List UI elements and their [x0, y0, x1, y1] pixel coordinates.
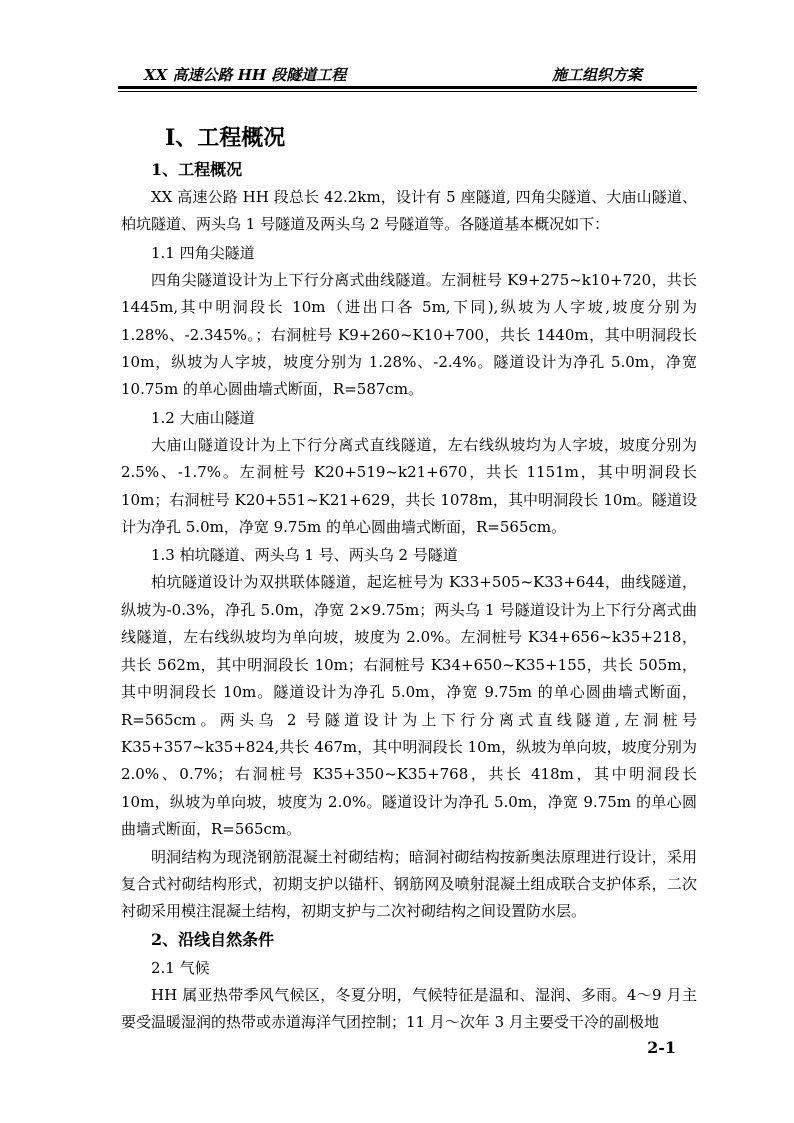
subsection-title-1-2: 1.2 大庙山隧道: [151, 408, 255, 427]
paragraph-sijiaojian: 四角尖隧道设计为上下行分离式曲线隧道。左洞桩号 K9+275~k10+720，共长 1445m,其中明洞段长 10m（进出口各 5m,下同),纵坡为人字坡,坡度分别为 1.28%、-2.345%。；右洞桩号 K9+260~K10+700，共长 1440m，其中明洞段长 10m，纵坡为人字坡，坡度分别为 1.28%、-2.4%。隧道设计为净孔 5.0m，净宽 10.75m 的单心圆曲墙式断面，R=587cm。: [121, 270, 697, 399]
paragraph-baikeng: 柏坑隧道设计为双拱联体隧道，起迄桩号为 K33+505~K33+644，曲线隧道，纵坡为-0.3%，净孔 5.0m，净宽 2×9.75m；两头乌 1 号隧道设计为上下行分离式曲线隧道，左右线纵坡均为单向坡，坡度为 2.0%。左洞桩号 K34+656~k35+218，共长 562m，其中明洞段长 10m；右洞桩号 K34+650~K35+155，共长 505m，其中明洞段长 10m。隧道设计为净孔 5.0m，净宽 9.75m 的单心圆曲墙式断面，R=565cm。两头乌 2 号隧道设计为上下行分离式直线隧道,左洞桩号 K35+357~k35+824,共长 467m，其中明洞段长 10m，纵坡为单向坡，坡度分别为 2.0%、0.7%；右洞桩号 K35+350~K35+768，共长 418m，其中明洞段长 10m，纵坡为单向坡，坡度为 2.0%。隧道设计为净孔 5.0m，净宽 9.75m 的单心圆曲墙式断面，R=565cm。: [121, 573, 697, 839]
chapter-title: Ⅰ、工程概况: [165, 125, 286, 151]
header-project-title: XX 高速公路 HH 段隧道工程: [144, 66, 347, 84]
document-body: [121, 120, 697, 1037]
page-header: [118, 60, 697, 88]
paragraph-lining-structure: 明洞结构为现浇钢筋混凝土衬砌结构；暗洞衬砌结构按新奥法原理进行设计，采用复合式衬砌结构形式，初期支护以锚杆、钢筋网及喷射混凝土组成联合支护体系，二次衬砌采用模注混凝土结构，初期支护与二次衬砌结构之间设置防水层。: [121, 847, 697, 921]
header-doc-type: 施工组织方案: [551, 66, 642, 84]
subsection-title-2-1: 2.1 气候: [151, 958, 210, 977]
page-number: 2-1: [647, 1038, 676, 1057]
header-rule-thin: [118, 91, 697, 92]
paragraph-overview: XX 高速公路 HH 段总长 42.2km，设计有 5 座隧道, 四角尖隧道、大庙山隧道、柏坑隧道、两头乌 1 号隧道及两头乌 2 号隧道等。各隧道基本概况如下：: [121, 188, 697, 234]
subsection-title-1-3: 1.3 柏坑隧道、两头乌 1 号、两头乌 2 号隧道: [151, 546, 458, 565]
header-rule-thick: [118, 86, 697, 89]
paragraph-climate: HH 属亚热带季风气候区，冬夏分明，气候特征是温和、湿润、多雨。4～9 月主要受温暖湿润的热带或赤道海洋气团控制；11 月～次年 3 月主要受干冷的副极地: [121, 985, 697, 1032]
section-title-2: 2、沿线自然条件: [151, 929, 275, 949]
paragraph-damiaoshan: 大庙山隧道设计为上下行分离式直线隧道，左右线纵坡均为人字坡，坡度分别为 2.5%、-1.7%。左洞桩号 K20+519~k21+670，共长 1151m，其中明洞段长 10m；右洞桩号 K20+551~K21+629，共长 1078m，其中明洞段长 10m。隧道设计为净孔 5.0m，净宽 9.75m 的单心圆曲墙式断面，R=565cm。: [121, 435, 697, 537]
subsection-title-1-1: 1.1 四角尖隧道: [151, 243, 255, 262]
section-title-1: 1、工程概况: [151, 160, 243, 179]
